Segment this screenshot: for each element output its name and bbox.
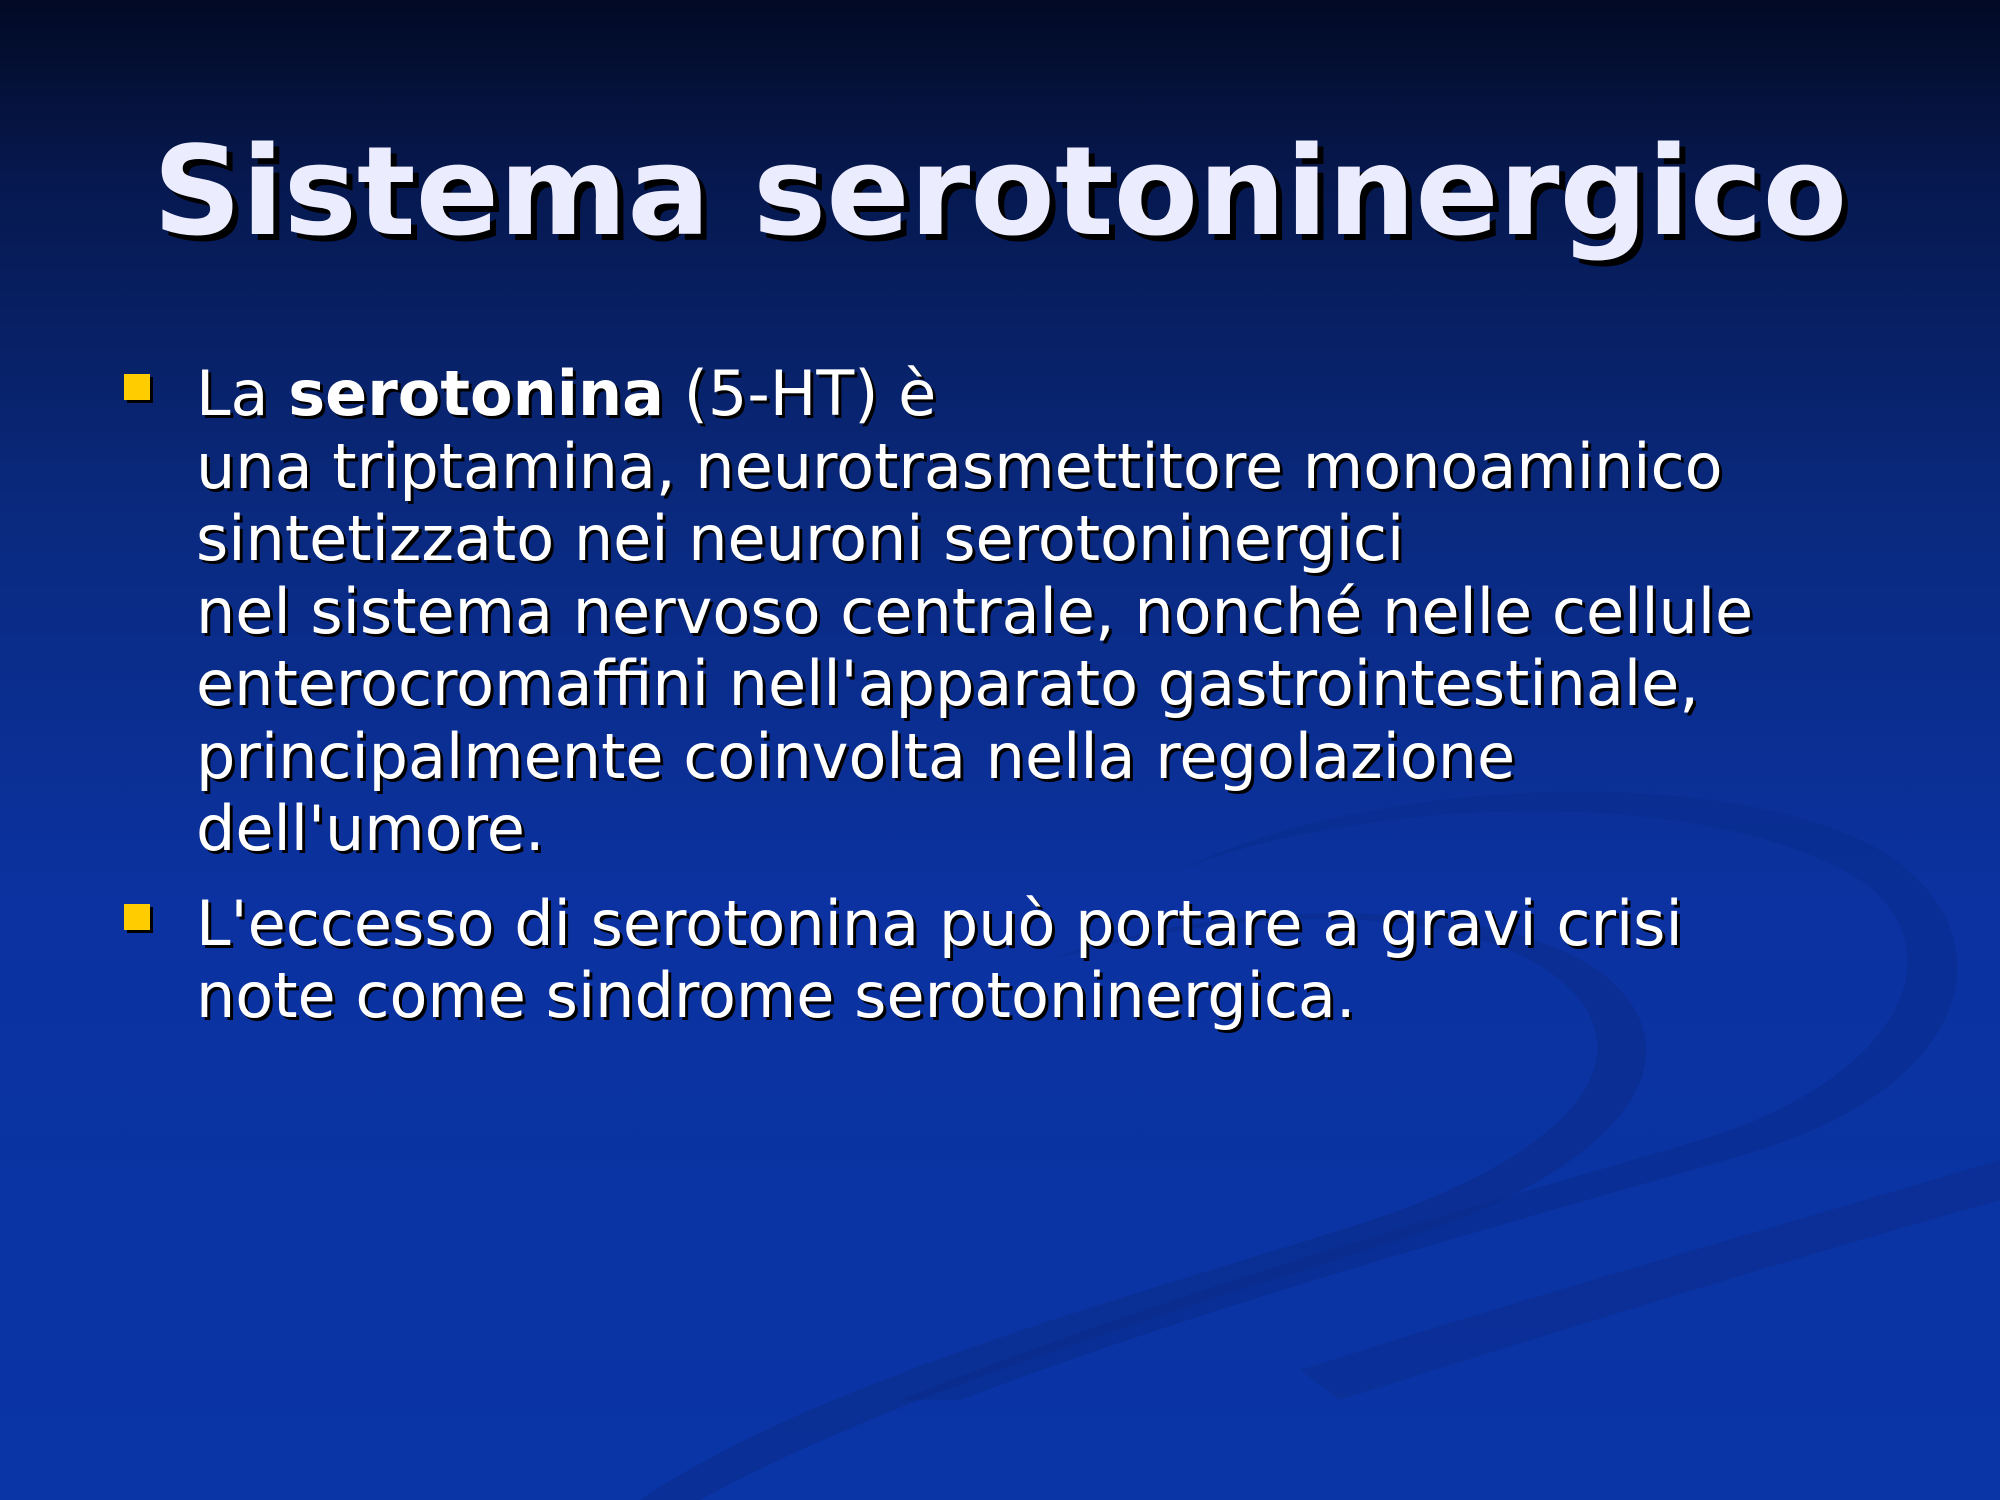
bullet-1-line-2: una triptamina, neurotrasmettitore monoaminico: [196, 429, 1723, 503]
bullet-2-line-1: L'eccesso di serotonina può portare a gravi crisi: [196, 886, 1683, 960]
bullet-item-serotonin-definition: [118, 358, 1918, 866]
bullet-1-line-6: principalmente coinvolta nella regolazione: [196, 719, 1516, 793]
bullet-item-serotonin-excess: [118, 888, 1918, 1033]
bullet-1-bold-term: serotonina: [288, 357, 664, 430]
bullet-1-prefix: La: [196, 357, 269, 430]
bullet-1-line-1: [196, 358, 1918, 431]
square-bullet-icon: [124, 904, 150, 930]
bullet-1-line-7: dell'umore.: [196, 792, 545, 865]
bullet-2-line-2: note come sindrome serotoninergica.: [196, 959, 1356, 1032]
bullet-1-line-3: sintetizzato nei neuroni serotoninergici: [196, 502, 1405, 575]
slide-title: Sistema serotoninergico: [152, 121, 1848, 264]
bullet-list: [118, 358, 1918, 1055]
bullet-1-suffix: (5-HT) è: [683, 357, 937, 430]
bullet-1-line-4: nel sistema nervoso centrale, nonché nelle cellule: [196, 574, 1754, 648]
bullet-1-line-5: enterocromaffini nell'apparato gastrointestinale,: [196, 647, 1699, 720]
square-bullet-icon: [124, 374, 150, 400]
